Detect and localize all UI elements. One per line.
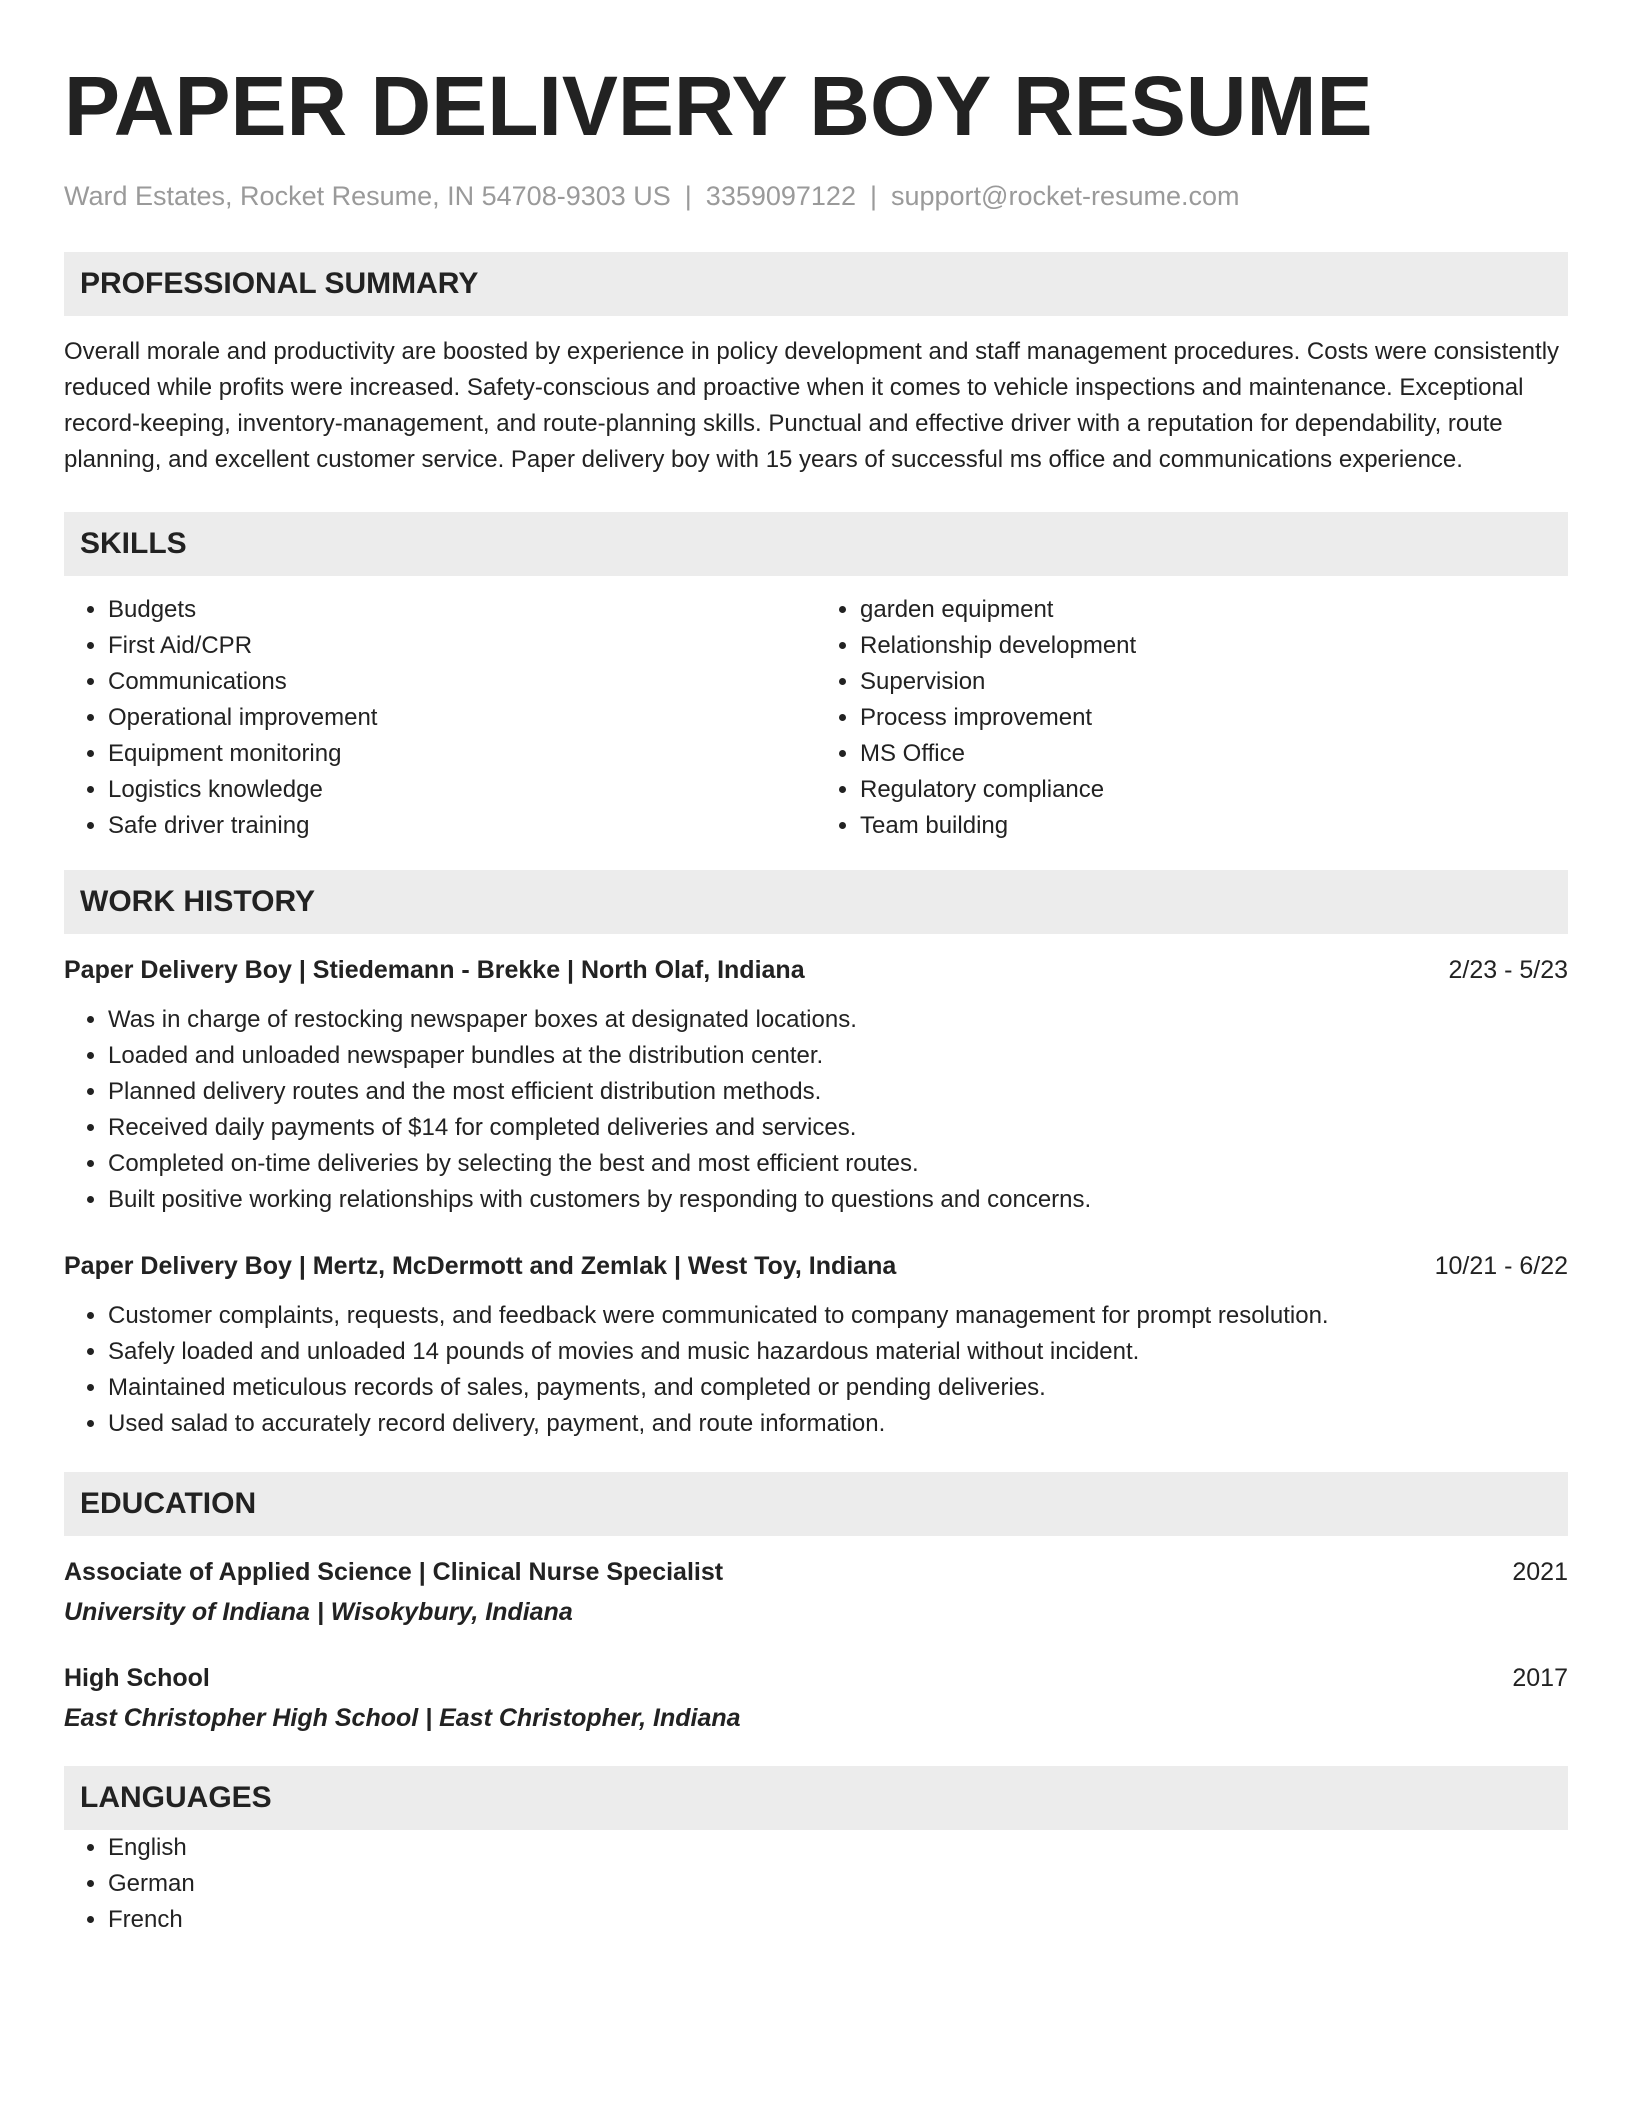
- language-item: • English: [108, 1830, 1568, 1866]
- job-title: Paper Delivery Boy | Mertz, McDermott and Zemlak | West Toy, Indiana: [64, 1252, 897, 1280]
- skill-item: • Budgets: [108, 592, 816, 628]
- degree-title: High School: [64, 1664, 210, 1692]
- resume-title: PAPER DELIVERY BOY RESUME: [64, 59, 1373, 153]
- degree-title: Associate of Applied Science | Clinical Nurse Specialist: [64, 1558, 724, 1586]
- job-title: Paper Delivery Boy | Stiedemann - Brekke | North Olaf, Indiana: [64, 956, 805, 984]
- section-heading-work-history: WORK HISTORY: [64, 870, 1568, 934]
- education-entry: [64, 1660, 1568, 1736]
- education-date: 2021: [1512, 1558, 1568, 1586]
- contact-phone: 3359097122: [705, 181, 856, 211]
- skills-column-right: [816, 592, 1568, 844]
- contact-separator: |: [684, 181, 692, 211]
- job-header: [64, 952, 1568, 988]
- section-heading-languages: LANGUAGES: [64, 1766, 1568, 1830]
- job-bullet: • Customer complaints, requests, and feedback were communicated to company management for prompt resolution.: [108, 1298, 1568, 1334]
- job-bullet: • Was in charge of restocking newspaper boxes at designated locations.: [108, 1002, 1568, 1038]
- skill-item: • Relationship development: [860, 628, 1568, 664]
- skill-item: • Regulatory compliance: [860, 772, 1568, 808]
- job-bullet: • Used salad to accurately record delivery, payment, and route information.: [108, 1406, 1568, 1442]
- skill-item: • Safe driver training: [108, 808, 816, 844]
- contact-address: Ward Estates, Rocket Resume, IN 54708-9303 US: [64, 181, 671, 211]
- contact-line: [64, 178, 1568, 214]
- skill-item: • MS Office: [860, 736, 1568, 772]
- job-bullets: [64, 1002, 1568, 1218]
- skill-item: • Process improvement: [860, 700, 1568, 736]
- skill-item: • Communications: [108, 664, 816, 700]
- language-item: • French: [108, 1902, 1568, 1938]
- section-heading-education: EDUCATION: [64, 1472, 1568, 1536]
- education-header: [64, 1554, 1568, 1590]
- job-entry: [64, 1248, 1568, 1442]
- school-name: University of Indiana | Wisokybury, Indiana: [64, 1598, 573, 1626]
- skill-item: • garden equipment: [860, 592, 1568, 628]
- skill-item: • Operational improvement: [108, 700, 816, 736]
- section-heading-summary: PROFESSIONAL SUMMARY: [64, 252, 1568, 316]
- job-bullets: [64, 1298, 1568, 1442]
- skill-item: • Supervision: [860, 664, 1568, 700]
- contact-email: support@rocket-resume.com: [890, 181, 1240, 211]
- job-header: [64, 1248, 1568, 1284]
- skill-item: • Equipment monitoring: [108, 736, 816, 772]
- languages-list: [64, 1830, 1568, 1938]
- job-bullet: • Maintained meticulous records of sales, payments, and completed or pending deliveries.: [108, 1370, 1568, 1406]
- job-bullet: • Planned delivery routes and the most efficient distribution methods.: [108, 1074, 1568, 1110]
- skills-list: [64, 592, 1568, 844]
- skill-item: • Team building: [860, 808, 1568, 844]
- language-item: • German: [108, 1866, 1568, 1902]
- section-heading-skills: SKILLS: [64, 512, 1568, 576]
- job-bullet: • Completed on-time deliveries by selecting the best and most efficient routes.: [108, 1146, 1568, 1182]
- skill-item: • Logistics knowledge: [108, 772, 816, 808]
- education-header: [64, 1660, 1568, 1696]
- job-bullet: • Built positive working relationships with customers by responding to questions and concerns.: [108, 1182, 1568, 1218]
- job-date: 2/23 - 5/23: [1448, 956, 1568, 984]
- job-date: 10/21 - 6/22: [1434, 1252, 1568, 1280]
- summary-text: Overall morale and productivity are boosted by experience in policy development and staff management procedures. Costs were consistently reduced while profits were increased. Safety-conscious and proactive when it comes to vehicle inspections and maintenance. Exceptional record-keeping, inventory-management, and route-planning skills. Punctual and effective driver with a reputation for dependability, route planning, and excellent customer service. Paper delivery boy with 15 years of successful ms office and communications experience.: [64, 338, 1560, 473]
- skill-item: • First Aid/CPR: [108, 628, 816, 664]
- school-name: East Christopher High School | East Christopher, Indiana: [64, 1704, 741, 1732]
- skills-column-left: [64, 592, 816, 844]
- education-date: 2017: [1512, 1664, 1568, 1692]
- job-bullet: • Safely loaded and unloaded 14 pounds of movies and music hazardous material without incident.: [108, 1334, 1568, 1370]
- education-entry: [64, 1554, 1568, 1630]
- job-bullet: • Loaded and unloaded newspaper bundles at the distribution center.: [108, 1038, 1568, 1074]
- job-entry: [64, 952, 1568, 1218]
- contact-separator: |: [869, 181, 877, 211]
- job-bullet: • Received daily payments of $14 for completed deliveries and services.: [108, 1110, 1568, 1146]
